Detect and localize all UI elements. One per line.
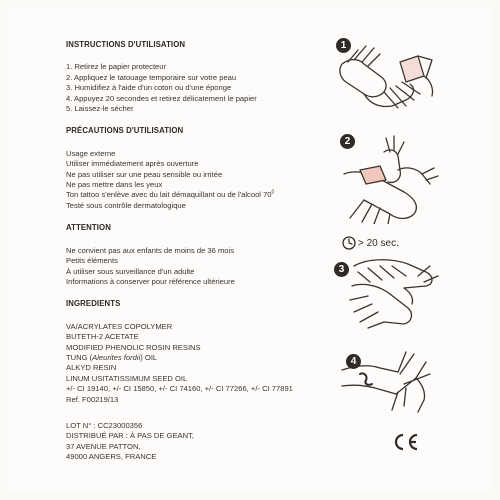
- instruction-step: 1. Retirez le papier protecteur: [66, 62, 167, 72]
- step-number-1: 1: [336, 38, 351, 53]
- ingredients-heading: INGREDIENTS: [66, 299, 121, 309]
- ingredient-line: BUTETH-2 ACETATE: [66, 332, 139, 342]
- ingredient-line: LINUM USITATISSIMUM SEED OIL: [66, 373, 188, 383]
- step-number-3: 3: [334, 262, 349, 277]
- ce-mark-logo: [392, 432, 420, 457]
- ingredient-line-tung: [66, 353, 316, 363]
- text-column: [66, 40, 316, 463]
- ingredients-list: [66, 322, 316, 405]
- distributor-line: 49000 ANGERS, FRANCE: [66, 452, 157, 462]
- attention-line: Ne convient pas aux enfants de moins de 36 mois: [66, 245, 235, 255]
- tung-suffix: ) OIL: [140, 352, 158, 362]
- ingredient-line: MODIFIED PHENOLIC ROSIN RESINS: [66, 342, 201, 352]
- ce-mark-icon: [392, 432, 420, 452]
- instructions-heading: INSTRUCTIONS D'UTILISATION: [66, 40, 186, 49]
- instruction-step: 3. Humidifiez à l'aide d'un coton ou d'une éponge: [66, 83, 232, 93]
- attention-line: À utiliser sous surveillance d'un adulte: [66, 266, 195, 276]
- degree-sign: 0: [271, 189, 275, 196]
- precautions-list: [66, 149, 316, 211]
- timer-label: > 20 sec.: [358, 237, 399, 249]
- precaution-line: Usage externe: [66, 148, 116, 158]
- precaution-line-alcohol: [66, 190, 316, 200]
- timer-indicator: [342, 236, 399, 250]
- clock-icon: [342, 236, 356, 250]
- ingredient-line: VA/ACRYLATES COPOLYMER: [66, 321, 173, 331]
- step3-hands-illustration: [334, 252, 444, 332]
- attention-list: [66, 246, 316, 288]
- ingredient-line: ALKYD RESIN: [66, 363, 117, 373]
- tung-prefix: TUNG (: [66, 352, 93, 362]
- attention-line: Informations à conserver pour référence ultérieure: [66, 276, 235, 286]
- instruction-step: 2. Appliquez le tatouage temporaire sur votre peau: [66, 72, 237, 82]
- lot-and-distributor: [66, 421, 316, 463]
- attention-line: Petits éléments: [66, 256, 118, 266]
- distributor-line: 37 AVENUE PATTON,: [66, 441, 141, 451]
- precautions-heading: PRÉCAUTIONS D'UTILISATION: [66, 126, 184, 136]
- instruction-step: 5. Laissez-le sécher: [66, 104, 134, 114]
- step-number-2: 2: [340, 134, 355, 149]
- ingredient-line: Ref. F00219/13: [66, 394, 119, 404]
- instruction-step: 4. Appuyez 20 secondes et retirez délicatement le papier: [66, 93, 257, 103]
- precaution-line: Ne pas utiliser sur une peau sensible ou irritée: [66, 169, 223, 179]
- precaution-line: Utiliser immédiatement après ouverture: [66, 159, 199, 169]
- alcohol-text: Ton tattoo s'enlève avec du lait démaquillant ou de l'alcool 70: [66, 190, 272, 200]
- precaution-line: Ne pas mettre dans les yeux: [66, 180, 163, 190]
- precaution-line: Testé sous contrôle dermatologique: [66, 200, 186, 210]
- step4-hands-illustration: [334, 340, 444, 416]
- distributor-line: DISTRIBUÉ PAR : À PAS DE GEANT,: [66, 431, 194, 441]
- step-number-4: 4: [346, 354, 361, 369]
- tung-latin-name: Aleurites fordii: [92, 352, 141, 362]
- attention-heading: ATTENTION: [66, 223, 111, 233]
- lot-number: LOT N° : CC23000356: [66, 420, 143, 430]
- ingredient-line: +/- CI 19140, +/- CI 15850, +/- CI 74160, +/- CI 77266, +/- CI 77891: [66, 384, 293, 394]
- instructions-steps: [66, 62, 316, 114]
